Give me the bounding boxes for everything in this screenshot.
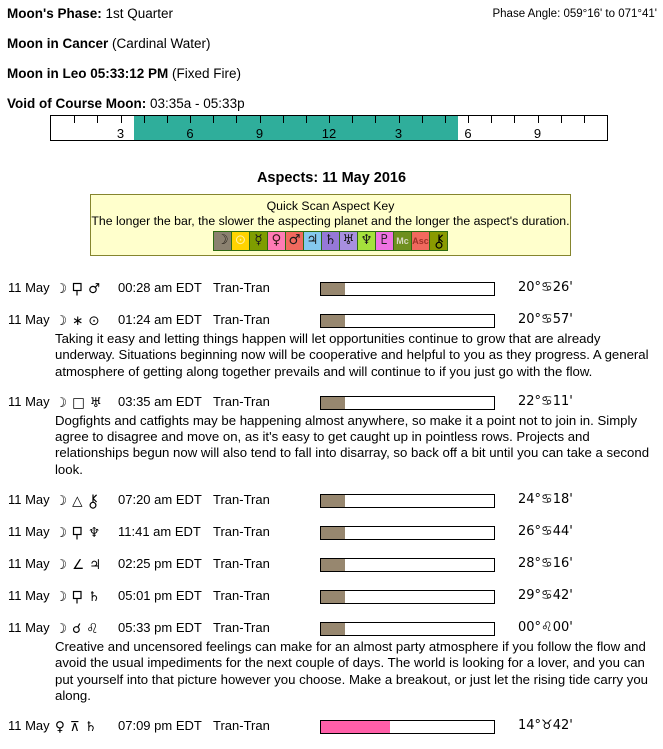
aspect-note: Dogfights and catfights may be happening almost anywhere, so make it a point not to join in. Simply agree to disagree and move on, as it's easy to get caught up in pointless rows. Projects and relationships begun now will also tend to fall into disarray, so back off a bit until you can take a second look. [55,412,650,477]
moon-icon: ☽ [55,281,68,297]
sesquiquadrate-icon [72,526,83,540]
duration-bar [320,590,495,604]
aspect-glyphs [55,492,98,510]
chiron-icon [434,234,444,249]
moons-phase-line [7,6,173,21]
aspect-row [0,312,663,380]
key-cell-mercury [249,231,268,251]
trine-icon: △ [72,493,83,510]
saturn-icon: ♄ [88,589,101,606]
aspect-time: 02:25 pm EDT [118,556,202,572]
hour-tick [352,116,353,123]
void-ruler [50,115,608,141]
aspect-source: Tran-Tran [213,556,270,572]
moon-icon: ☽ [55,557,68,574]
aspect-date: 11 May [8,588,50,604]
key-cell-jupiter [303,231,322,251]
duration-bar-fill [321,527,345,539]
square-icon: □ [72,394,85,411]
aspect-line [0,718,663,736]
hour-tick [422,116,423,123]
aspect-line [0,588,663,606]
phase-angle-value: 059°16' to 071°41' [563,8,657,20]
aspect-degree: 20°♋57' [518,312,573,327]
chiron-icon [88,494,98,509]
duration-bar-fill [321,495,345,507]
aspect-date: 11 May [8,393,50,409]
aspect-degree: 26°♋44' [518,524,573,540]
venus-icon: ♀ [55,719,65,736]
aspect-line [0,394,663,412]
moon-ingress-line [7,66,241,81]
venus-icon: ♀ [271,232,282,249]
aspect-source: Tran-Tran [213,280,270,295]
void-value: 03:35a - 05:33p [150,96,245,111]
phase-angle-label: Phase Angle: [492,8,561,20]
hour-label: 9 [533,126,542,141]
uranus-icon: ♅ [342,232,355,249]
key-cell-moon [213,231,232,251]
aspect-glyphs [55,620,98,638]
aspect-date: 11 May [8,524,50,540]
aspect-source: Tran-Tran [213,393,270,409]
aspect-time: 05:01 pm EDT [118,588,202,604]
duration-bar-fill [321,315,345,327]
moon-sign-note: (Cardinal Water) [112,36,211,51]
moon-sign-label: Moon in Cancer [7,36,109,51]
aspect-source: Tran-Tran [213,588,270,604]
duration-bar-fill [321,721,390,733]
aspect-note: Creative and uncensored feelings can make for an almost party atmosphere if you follow the flow and avoid the usual impediments for the next couple of days. The world is looking for a lover, and you can put yourself into that picture however you choose. Make a breakout, or just let the rising tide carry you along. [55,639,649,703]
duration-bar [320,314,495,328]
aspect-note: Taking it easy and letting things happen will let opportunities continue to grow that are already underway. Situations beginning now will be cooperative and helpful to you as they progress. A general atmosphere of getting along together prevails and will continue to if you just go with the flow. [55,331,649,379]
hour-label: 6 [464,126,472,141]
aspect-date: 11 May [8,312,50,327]
void-line [7,96,245,111]
key-cell-ascendant [411,231,430,251]
mars-icon: ♂ [288,232,301,249]
hour-tick [283,116,284,123]
aspect-degree: 29°♋42' [518,588,573,604]
hour-tick [375,116,376,123]
aspect-glyphs [55,588,100,606]
saturn-icon: ♄ [84,719,97,736]
pluto-icon: ♇ [378,232,391,249]
aspect-key-title: Quick Scan Aspect Key [266,199,395,213]
aspect-degree: 14°♉42' [518,718,573,734]
hour-tick [260,116,261,123]
mercury-icon: ☿ [254,232,263,249]
aspects-title: Aspects: 11 May 2016 [256,170,407,186]
key-cell-uranus [339,231,358,251]
hour-tick [74,116,75,123]
hour-tick [561,116,562,123]
hour-tick [514,116,515,123]
hour-label: 9 [255,126,264,141]
leo-icon: ♌ [86,621,99,638]
hour-label: 12 [321,126,337,141]
hour-tick [445,116,446,123]
hour-tick [121,116,122,123]
aspect-key-box [90,194,571,256]
hour-tick [306,116,307,123]
moon-icon: ☽ [55,589,68,606]
quincunx-icon: ⊼ [69,719,80,736]
aspect-degree: 24°♋18' [518,492,573,508]
aspect-degree: 22°♋11' [518,393,573,409]
moon-icon: ☽ [216,232,229,249]
sextile-icon: ∗ [72,313,84,329]
aspect-row [0,556,663,574]
aspect-time: 07:09 pm EDT [118,718,202,734]
hour-label: 6 [186,126,194,141]
aspect-row [0,524,663,542]
hour-tick [329,116,330,123]
moons-phase-value: 1st Quarter [105,6,174,21]
aspect-row [0,394,663,478]
key-cell-sun [231,231,250,251]
aspect-glyphs [55,524,100,542]
duration-bar [320,396,495,410]
planet-key-strip [213,231,448,251]
aspect-date: 11 May [8,492,50,508]
hour-tick [190,116,191,123]
aspect-time: 05:33 pm EDT [118,620,202,636]
hour-tick [97,116,98,123]
aspect-source: Tran-Tran [213,492,270,508]
sesquiquadrate-icon [72,282,83,296]
midheaven-icon: Mc [396,235,409,246]
key-cell-pluto [375,231,394,251]
aspect-date: 11 May [8,718,50,734]
key-cell-venus [267,231,286,251]
hour-label: 3 [394,126,403,141]
moon-icon: ☽ [55,525,68,542]
hour-tick [491,116,492,123]
hour-tick [213,116,214,123]
conjunction-icon: ☌ [72,621,82,638]
mars-icon: ♂ [88,281,101,297]
hour-tick [167,116,168,123]
duration-bar-fill [321,559,345,571]
key-cell-midheaven [393,231,412,251]
key-cell-neptune [357,231,376,251]
duration-bar [320,558,495,572]
aspect-source: Tran-Tran [213,312,270,327]
aspect-time: 07:20 am EDT [118,492,202,508]
void-label: Void of Course Moon: [7,96,147,111]
aspect-source: Tran-Tran [213,620,270,636]
void-bar [134,116,458,140]
duration-bar [320,622,495,636]
jupiter-icon: ♃ [89,557,102,574]
moon-icon: ☽ [55,621,68,638]
aspect-glyphs [55,280,100,298]
aspect-glyphs [55,312,100,330]
sesquiquadrate-icon [72,590,83,604]
duration-bar [320,720,495,734]
moon-ingress-note: (Fixed Fire) [172,66,242,81]
aspect-row [0,588,663,606]
sun-icon: ⊙ [88,313,100,329]
moon-ingress-label: Moon in Leo 05:33:12 PM [7,66,169,81]
aspect-line [0,620,663,638]
duration-bar-fill [321,591,345,603]
moon-icon: ☽ [55,493,68,510]
semi-square-icon: ∠ [72,557,85,574]
hour-tick [236,116,237,123]
uranus-icon: ♅ [89,394,102,411]
hour-tick [584,116,585,123]
hour-tick [399,116,400,123]
aspect-degree: 00°♌00' [518,620,573,636]
aspect-time: 03:35 am EDT [118,393,202,409]
aspect-time: 01:24 am EDT [118,312,202,327]
aspect-date: 11 May [8,280,50,295]
hour-tick [538,116,539,123]
key-cell-mars [285,231,304,251]
moon-icon: ☽ [55,394,68,411]
duration-bar-fill [321,283,345,295]
aspect-glyphs [55,718,97,736]
saturn-icon: ♄ [324,232,337,249]
jupiter-icon: ♃ [306,232,319,249]
aspect-row [0,620,663,704]
duration-bar-fill [321,397,345,409]
duration-bar [320,494,495,508]
aspect-list [0,280,663,749]
aspect-date: 11 May [8,556,50,572]
aspect-glyphs [55,394,102,412]
key-cell-saturn [321,231,340,251]
duration-bar-fill [321,623,345,635]
aspect-glyphs [55,556,101,574]
aspect-line [0,556,663,574]
duration-bar [320,526,495,540]
aspect-line [0,280,663,298]
aspect-source: Tran-Tran [213,718,270,734]
key-cell-chiron [429,231,448,251]
hour-tick [468,116,469,123]
aspect-line [0,492,663,510]
ascendant-icon: Asc [412,235,429,246]
phase-angle-line [492,8,657,20]
moons-phase-label: Moon's Phase: [7,6,102,21]
aspect-time: 11:41 am EDT [118,524,201,540]
aspect-row [0,492,663,510]
moon-sign-line [7,36,211,51]
aspect-line [0,312,663,330]
hour-tick [144,116,145,123]
aspect-source: Tran-Tran [213,524,270,540]
aspect-line [0,524,663,542]
neptune-icon: ♆ [88,525,101,542]
moon-icon: ☽ [55,313,68,329]
aspect-key-subtitle: The longer the bar, the slower the aspecting planet and the longer the aspect's duration. [91,214,570,228]
duration-bar [320,282,495,296]
aspect-row [0,280,663,298]
aspect-date: 11 May [8,620,50,636]
aspect-degree: 28°♋16' [518,556,573,572]
neptune-icon: ♆ [360,232,373,249]
sun-icon: ⊙ [234,232,247,249]
hour-label: 3 [116,126,125,141]
aspect-time: 00:28 am EDT [118,280,202,295]
aspect-degree: 20°♋26' [518,280,573,295]
aspect-row [0,718,663,736]
